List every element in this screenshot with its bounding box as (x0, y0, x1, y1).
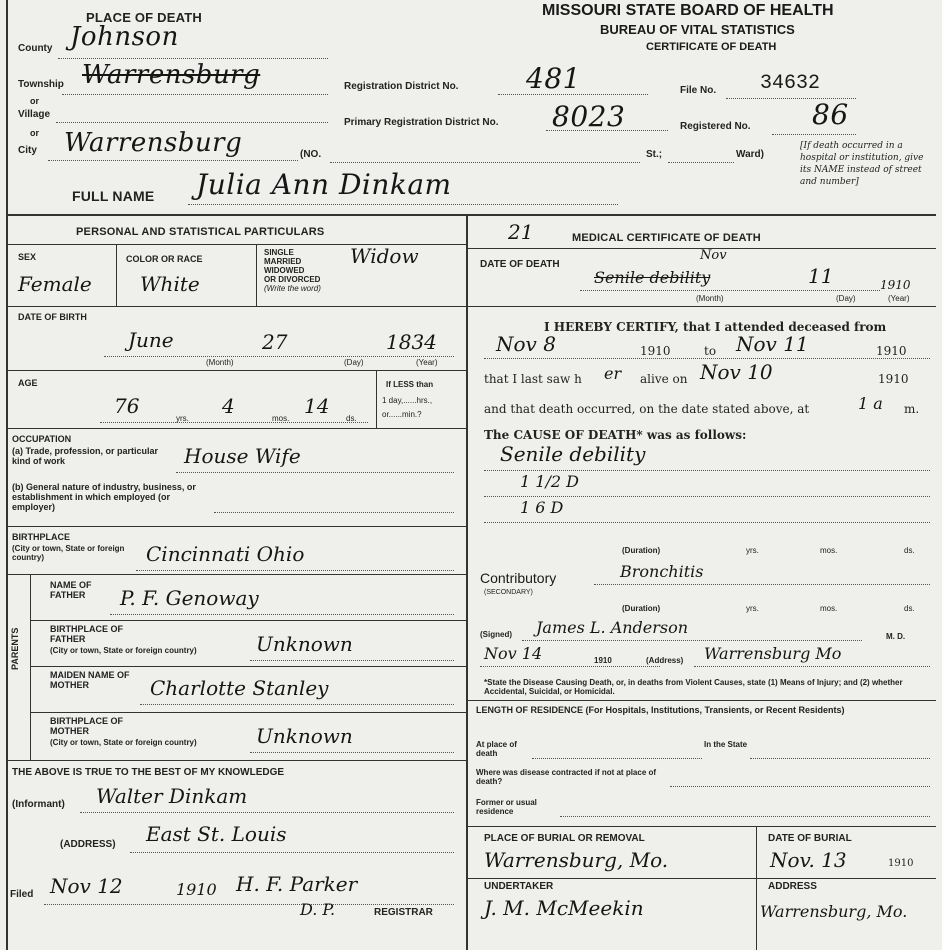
cause-footnote: *State the Disease Causing Death, or, in deaths from Violent Causes, state (1) Means of Injury; and (2) whether Accidental, Suicidal, or Homicidal. (484, 678, 903, 696)
alive-date: Nov 10 (700, 360, 773, 384)
ward-label: Ward) (736, 149, 764, 160)
file-no-value: 34632 (760, 72, 821, 95)
place-of-death-label: PLACE OF DEATH (86, 10, 202, 25)
father-label: NAME OF FATHER (50, 580, 92, 600)
sex-label: SEX (18, 252, 37, 262)
less-than-label: If LESS than (386, 380, 434, 389)
dod-year: 1910 (880, 278, 911, 292)
burial-date-value: Nov. 13 (770, 848, 847, 872)
birthplace-value: Cincinnati Ohio (146, 542, 305, 566)
dob-year: 1834 (386, 330, 437, 354)
duration-mos-2: mos. (820, 604, 838, 613)
reg-district-label: Registration District No. (344, 81, 459, 92)
burial-date-label: DATE OF BURIAL (768, 833, 852, 844)
signed-label: (Signed) (480, 630, 512, 639)
dod-day-caption: (Day) (836, 294, 856, 303)
burial-place-value: Warrensburg, Mo. (484, 848, 669, 872)
burial-place-label: PLACE OF BURIAL OR REMOVAL (484, 833, 645, 844)
full-name-value: Julia Ann Dinkam (196, 168, 452, 201)
file-no-label: File No. (680, 85, 717, 96)
city-label: City (18, 145, 37, 156)
age-label: AGE (18, 378, 38, 388)
section-divider (6, 214, 936, 216)
bureau-title: BUREAU OF VITAL STATISTICS (600, 22, 795, 37)
dod-month: Nov (700, 248, 727, 263)
father-birthplace-label: BIRTHPLACE OF FATHER (50, 624, 123, 644)
at-place-label: At place of death (476, 740, 517, 758)
mother-birthplace-sub: (City or town, State or foreign country) (50, 738, 197, 747)
certificate-title: CERTIFICATE OF DEATH (646, 41, 777, 53)
occupation-a-label: (a) Trade, profession, or particular kind of work (12, 446, 159, 466)
sex-value: Female (18, 272, 92, 296)
medical-number: 21 (508, 220, 534, 244)
duration-label-2: (Duration) (622, 604, 661, 613)
contributory-value: Bronchitis (620, 562, 704, 581)
dod-day: 11 (808, 264, 834, 288)
dob-day-caption: (Day) (344, 358, 364, 367)
father-birthplace-value: Unknown (256, 632, 353, 656)
dod-year-caption: (Year) (888, 294, 910, 303)
secondary-label: (SECONDARY) (484, 589, 533, 596)
dob-day: 27 (262, 330, 288, 354)
former-residence-label: Former or usual residence (476, 798, 537, 816)
dob-label: DATE OF BIRTH (18, 312, 87, 322)
mother-birthplace-label: BIRTHPLACE OF MOTHER (50, 716, 123, 736)
or-label-1: or (30, 96, 39, 106)
father-value: P. F. Genoway (120, 586, 259, 610)
village-label: Village (18, 109, 51, 120)
marital-divorced: OR DIVORCED (264, 275, 321, 284)
cause-label: The CAUSE OF DEATH* was as follows: (484, 428, 747, 442)
duration-ds-1: ds. (904, 546, 915, 555)
duration-ds-2: ds. (904, 604, 915, 613)
cause-line-2: 1 1/2 D (520, 472, 579, 491)
cause-line-3: 1 6 D (520, 498, 564, 517)
filed-date: Nov 12 (50, 874, 123, 898)
age-yrs-label: yrs. (176, 414, 189, 423)
township-value: Warrensburg (82, 60, 261, 90)
mother-birthplace-value: Unknown (256, 724, 353, 748)
city-value: Warrensburg (64, 128, 243, 158)
sign-year: 1910 (594, 656, 612, 665)
birthplace-label: BIRTHPLACE (12, 532, 70, 542)
day-hrs-label: 1 day,......hrs., (382, 396, 433, 405)
registrar-signature: H. F. Parker (236, 872, 358, 896)
age-days: 14 (304, 394, 330, 418)
birthplace-sub-label: (City or town, State or foreign country) (12, 544, 125, 562)
alive-year: 1910 (878, 372, 909, 386)
md-label: M. D. (886, 632, 906, 641)
marital-note: (Write the word) (264, 284, 321, 293)
or-label-2: or (30, 128, 39, 138)
informant-label: (Informant) (12, 799, 65, 810)
death-time: 1 a (858, 394, 883, 413)
undertaker-value: J. M. McMeekin (484, 896, 644, 920)
attended-year-1: 1910 (640, 344, 671, 358)
informant-address-label: (ADDRESS) (60, 839, 116, 850)
contracted-label: Where was disease contracted if not at place of death? (476, 768, 657, 786)
primary-reg-value: 8023 (552, 100, 626, 133)
cause-value: Senile debility (500, 442, 646, 466)
reg-district-value: 481 (526, 62, 581, 95)
full-name-label: FULL NAME (72, 188, 155, 204)
last-saw-label: that I last saw h (484, 372, 582, 386)
personal-section-title: PERSONAL AND STATISTICAL PARTICULARS (76, 226, 325, 238)
hospital-note: [If death occurred in a hospital or institution, give its NAME instead of street and number] (800, 141, 924, 187)
burial-year: 1910 (888, 858, 914, 869)
dob-month: June (128, 328, 174, 352)
sign-date: Nov 14 (484, 644, 543, 663)
attended-to-label: to (704, 344, 717, 358)
board-title: MISSOURI STATE BOARD OF HEALTH (542, 2, 834, 19)
color-value: White (140, 272, 200, 296)
occupation-label: OCCUPATION (12, 434, 72, 444)
last-saw-fill: er (604, 364, 622, 383)
registrar-sub: D. P. (300, 900, 336, 919)
filed-label: Filed (10, 889, 34, 900)
parents-label: PARENTS (10, 627, 20, 670)
registrar-label: REGISTRAR (374, 907, 433, 918)
mother-label: MAIDEN NAME OF MOTHER (50, 670, 130, 690)
residence-title: LENGTH OF RESIDENCE (For Hospitals, Institutions, Transients, or Recent Residents) (476, 705, 845, 715)
duration-yrs-2: yrs. (746, 604, 759, 613)
attended-to: Nov 11 (736, 332, 809, 356)
dod-crossed-out: Senile debility (594, 268, 711, 287)
registered-value: 86 (812, 98, 849, 131)
marital-single: SINGLE (264, 248, 294, 257)
occupation-value: House Wife (184, 444, 301, 468)
attended-year-2: 1910 (876, 344, 907, 358)
duration-yrs-1: yrs. (746, 546, 759, 555)
dob-year-caption: (Year) (416, 358, 438, 367)
dob-month-caption: (Month) (206, 358, 234, 367)
township-label: Township (18, 79, 64, 90)
doctor-address-label: (Address) (646, 656, 684, 665)
dod-month-caption: (Month) (696, 294, 724, 303)
undertaker-address-label: ADDRESS (768, 881, 817, 892)
duration-label-1: (Duration) (622, 546, 661, 555)
marital-married: MARRIED (264, 257, 302, 266)
contributory-label: Contributory (480, 570, 557, 586)
father-birthplace-sub: (City or town, State or foreign country) (50, 646, 197, 655)
mother-value: Charlotte Stanley (150, 676, 329, 700)
duration-mos-1: mos. (820, 546, 838, 555)
color-label: COLOR OR RACE (126, 254, 203, 264)
medical-section-title: MEDICAL CERTIFICATE OF DEATH (572, 232, 761, 244)
age-ds-label: ds. (346, 414, 357, 423)
age-mos-label: mos. (272, 414, 290, 423)
primary-reg-label: Primary Registration District No. (344, 117, 499, 128)
in-state-label: In the State (704, 740, 748, 749)
certify-line: I HEREBY CERTIFY, that I attended deceased from (544, 320, 887, 334)
county-value: Johnson (70, 22, 179, 52)
alive-on-label: alive on (640, 372, 688, 386)
occupation-b-label: (b) General nature of industry, business, or establishment in which employed (or employer) (12, 482, 196, 512)
date-of-death-label: DATE OF DEATH (480, 259, 560, 270)
filed-year: 1910 (176, 880, 217, 899)
or-min-label: or......min.? (382, 410, 422, 419)
death-time-m: m. (904, 402, 920, 416)
doctor-address: Warrensburg Mo (704, 644, 842, 663)
no-label: (NO. (300, 149, 322, 160)
marital-widowed: WIDOWED (264, 266, 305, 275)
registered-label: Registered No. (680, 121, 751, 132)
age-years: 76 (114, 394, 140, 418)
marital-value: Widow (350, 244, 419, 268)
signed-value: James L. Anderson (536, 618, 689, 637)
age-months: 4 (222, 394, 235, 418)
informant-statement: THE ABOVE IS TRUE TO THE BEST OF MY KNOWLEDGE (12, 767, 285, 778)
undertaker-label: UNDERTAKER (484, 881, 554, 892)
death-occurred-label: and that death occurred, on the date stated above, at (484, 402, 810, 416)
undertaker-address: Warrensburg, Mo. (760, 902, 908, 921)
attended-from: Nov 8 (496, 332, 556, 356)
street-label: St.; (646, 149, 663, 160)
column-divider (466, 214, 468, 950)
informant-address: East St. Louis (146, 822, 287, 846)
county-label: County (18, 43, 53, 54)
informant-name: Walter Dinkam (96, 784, 248, 808)
left-border (6, 0, 8, 950)
